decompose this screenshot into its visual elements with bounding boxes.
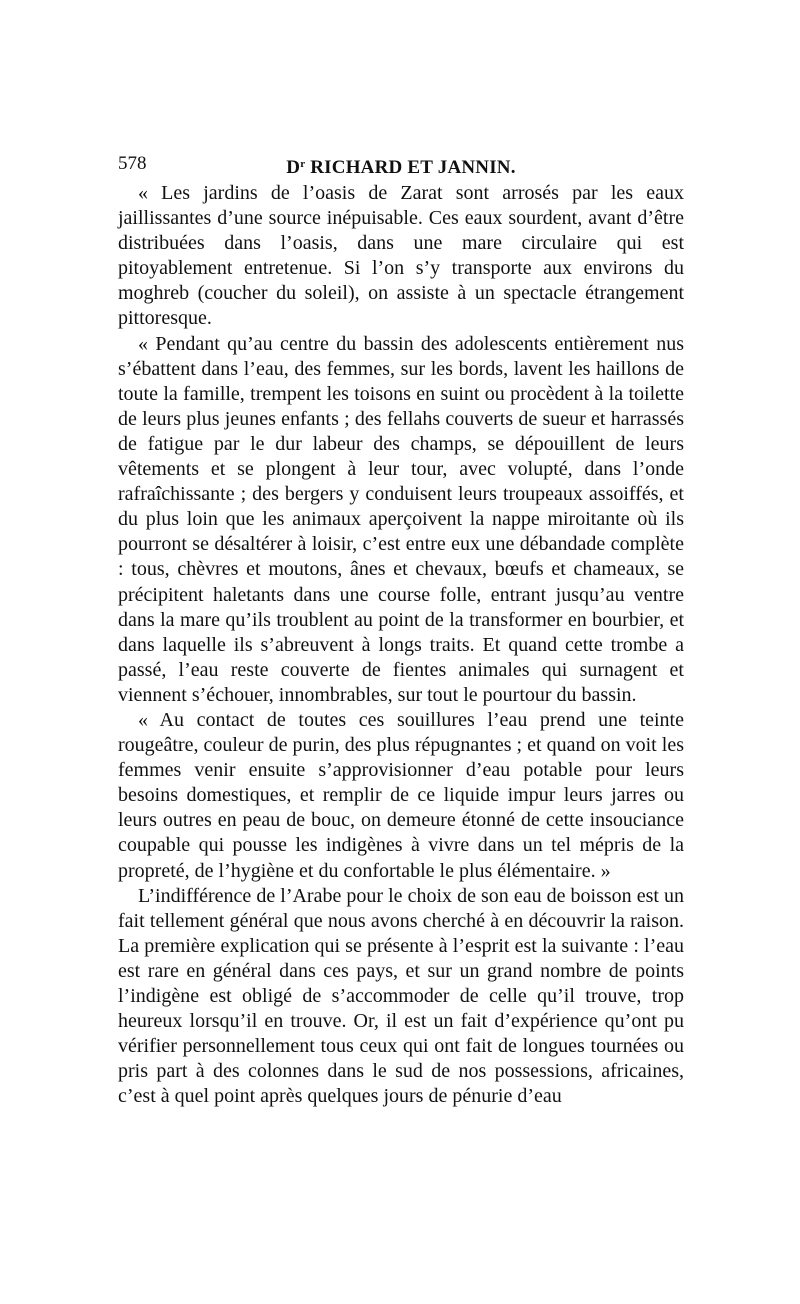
paragraph-3: « Au contact de toutes ces souillures l’eau prend une teinte rougeâtre, couleur de purin, des plus répugnantes ; et quand on voit les femmes venir ensuite s’approvisionner d’eau potable pour leurs besoins domestiques, et remplir de ce liquide impur leurs jarres ou leurs outres en peau de bouc, on demeure étonné de cette insouciance coupable qui pousse les indigènes à vivre dans un tel mépris de la propreté, de l’hygiène et du confortable le plus élémentaire. » [118,708,684,882]
paragraph-1: « Les jardins de l’oasis de Zarat sont arrosés par les eaux jaillissantes d’une source inépuisable. Ces eaux sourdent, avant d’être distribuées dans l’oasis, dans une mare circulaire qui est pitoyablement entretenue. Si l’on s’y transporte aux environs du moghreb (coucher du soleil), on assiste à un spectacle étrangement pittoresque. [118,182,684,330]
title-rest: RICHARD ET JANNIN. [305,157,516,178]
body-text [118,181,684,1109]
title-superscript: r [300,158,306,170]
paragraph-4: L’indifférence de l’Arabe pour le choix de son eau de boisson est un fait tellement général que nous avons cherché à en découvrir la raison. La première explication qui se présente à l’esprit est la suivante : l’eau est rare en général dans ces pays, et sur un grand nombre de points l’indigène est obligé de s’accommoder de celle qu’il trouve, trop heureux lorsqu’il en trouve. Or, il est un fait d’expérience qu’ont pu vérifier personnellement tous ceux qui ont fait de longues tournées ou pris part à des colonnes dans le sud de nos possessions, africaines, c’est à quel point après quelques jours de pénurie d’eau [118,884,684,1108]
running-title [118,152,684,180]
title-prefix: D [286,157,301,178]
page-number: 578 [118,153,147,174]
running-header [118,152,684,176]
paragraph-2: « Pendant qu’au centre du bassin des adolescents entièrement nus s’ébattent dans l’eau, des femmes, sur les bords, lavent les haillons de toute la famille, trempent les toisons en suint ou procèdent à la toilette de leurs plus jeunes enfants ; des fellahs couverts de sueur et harrassés de fatigue par le dur labeur des champs, se dépouillent de leurs vêtements et se plongent à leur tour, avec volupté, dans l’onde rafraîchissante ; des bergers y conduisent leurs troupeaux assoiffés, et du plus loin que les animaux aperçoivent la nappe miroitante où ils pourront se désaltérer à loisir, c’est entre eux une débandade complète : tous, chèvres et moutons, ânes et chevaux, bœufs et chameaux, se précipitent haletants dans une course folle, entrant jusqu’au ventre dans la mare qu’ils troublent au point de la transformer en bourbier, et dans laquelle ils s’abreuvent à longs traits. Et quand cette trombe a passé, l’eau reste couverte de fientes animales qui surnagent et viennent s’échouer, innombrables, sur tout le pourtour du bassin. [118,332,684,706]
